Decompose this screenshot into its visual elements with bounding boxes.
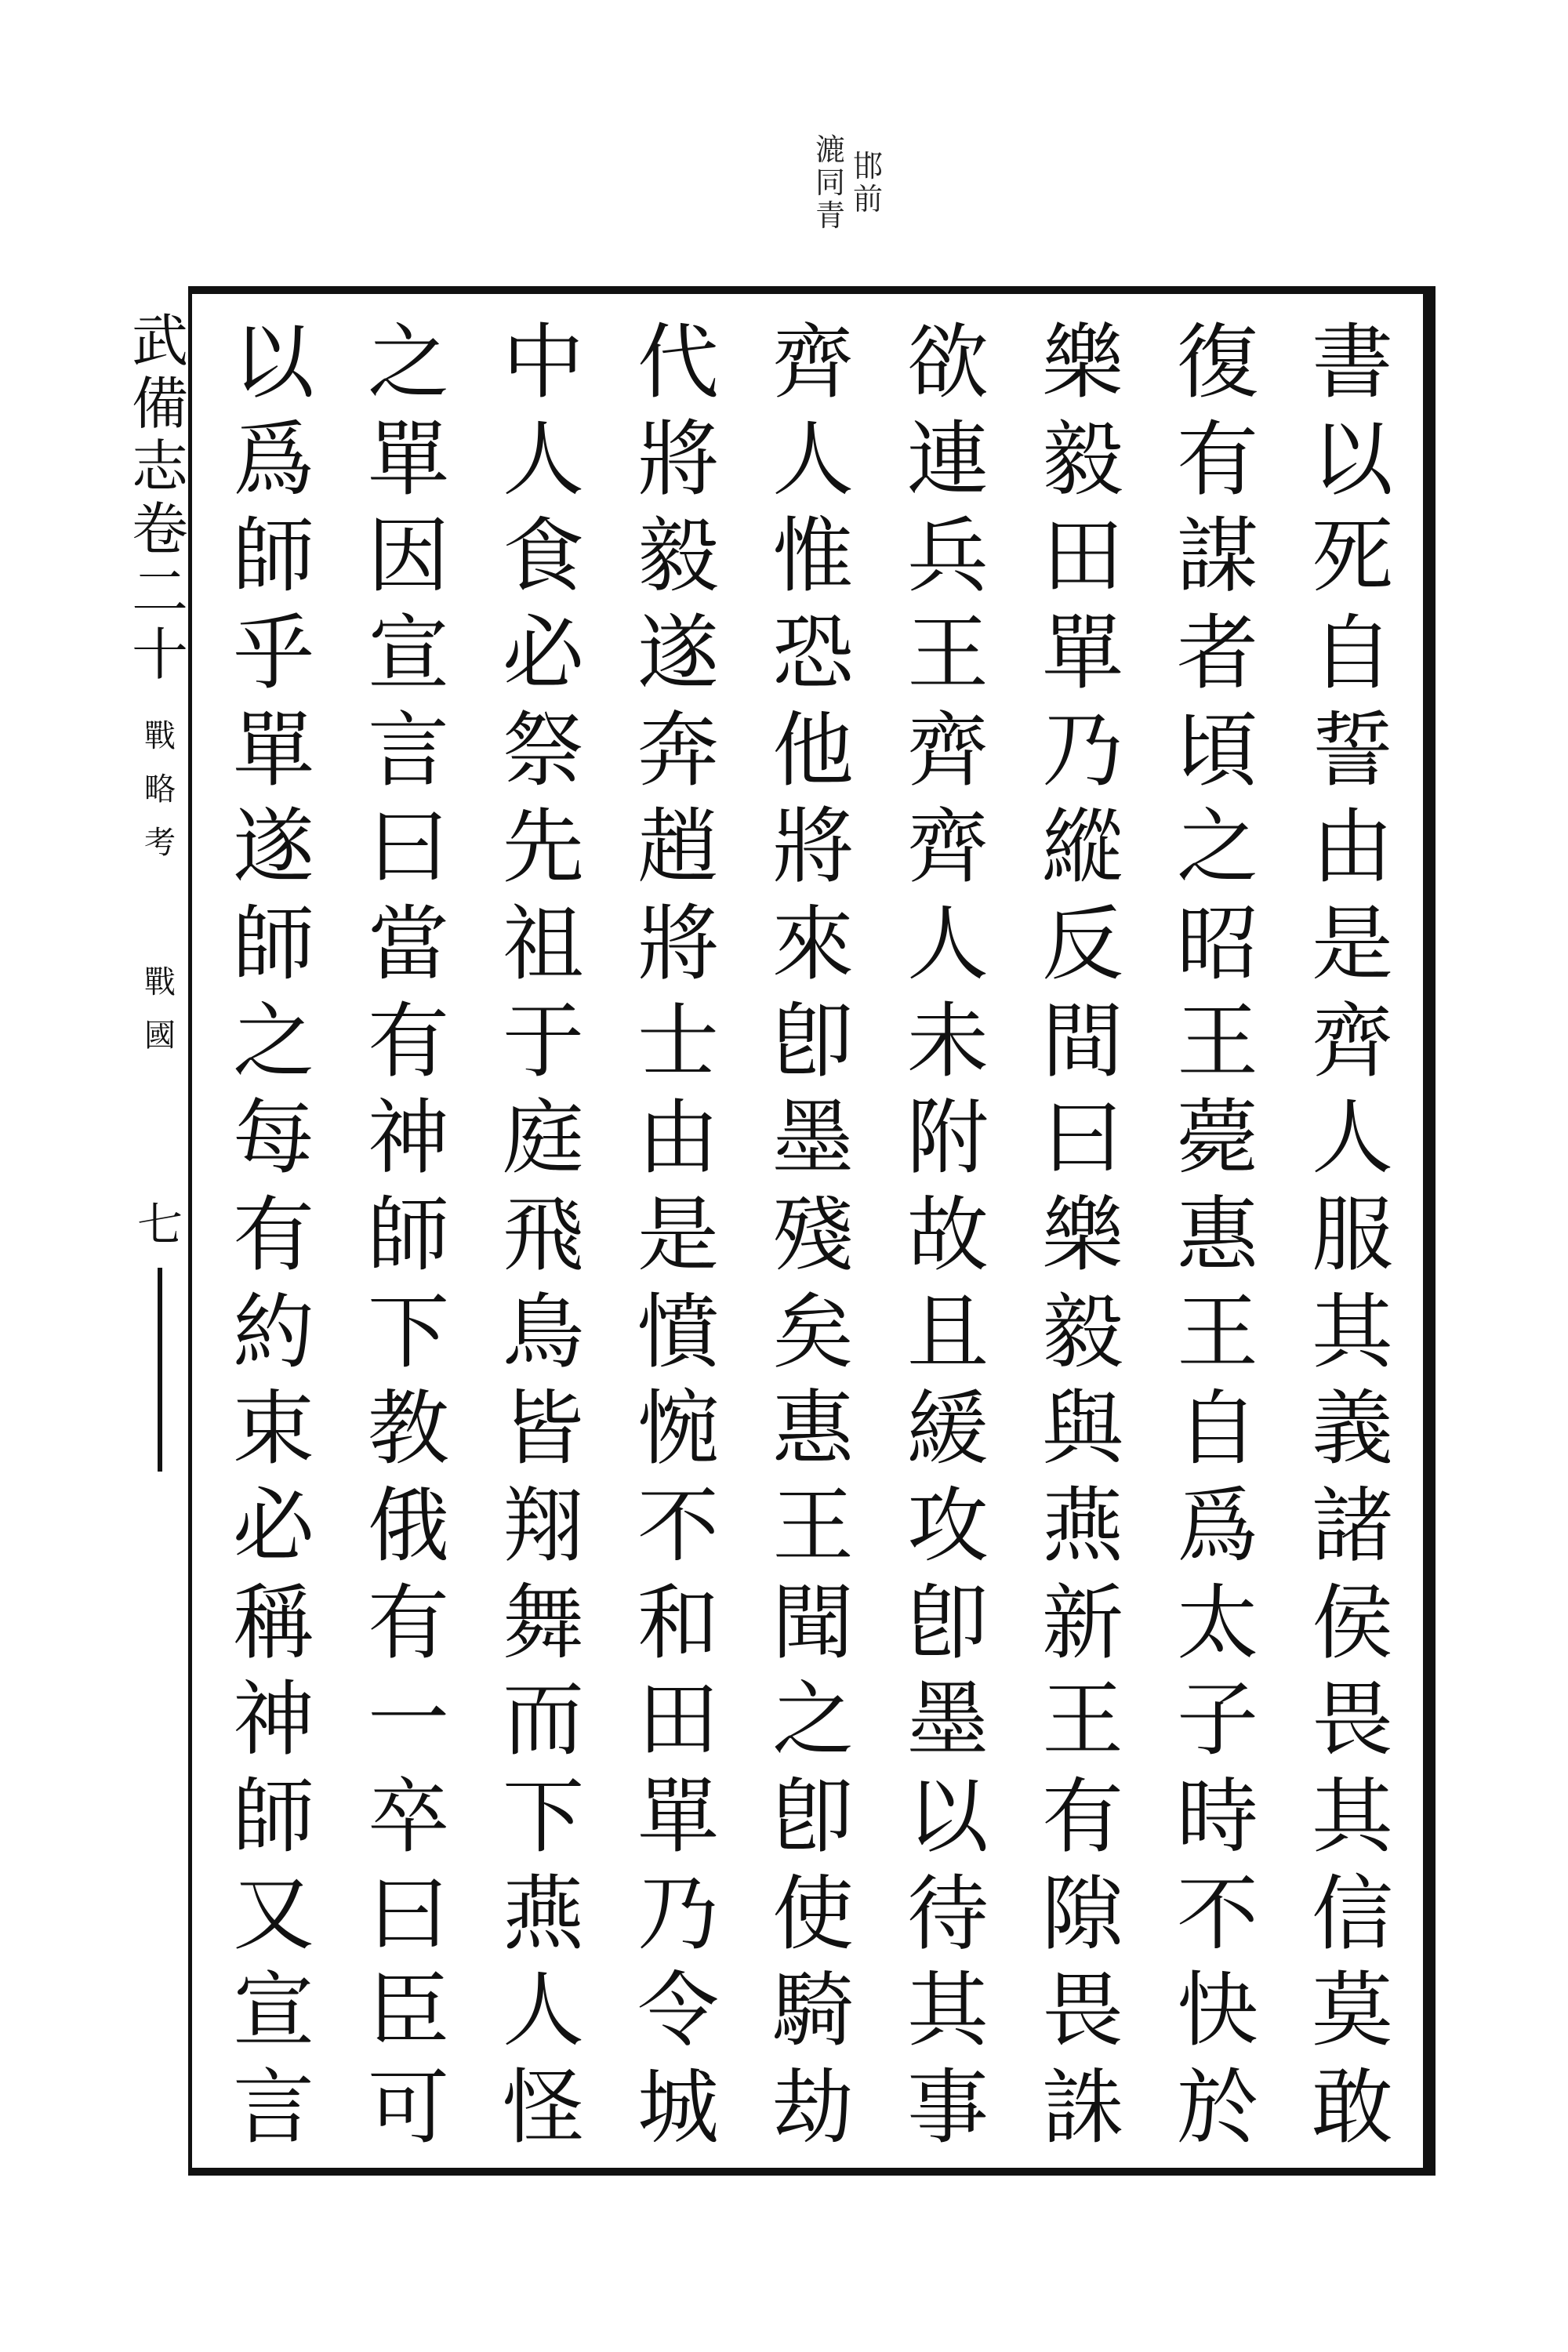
book-title <box>132 310 188 686</box>
margin-rule <box>158 1268 162 1472</box>
text-char: 下 <box>367 1283 449 1380</box>
text-char: 卽 <box>771 1768 854 1864</box>
text-char: 快 <box>1176 1962 1258 2059</box>
text-char: 神 <box>367 1090 449 1186</box>
text-column <box>889 314 1007 2155</box>
text-char: 王 <box>1041 1671 1123 1768</box>
text-char: 卒 <box>367 1768 449 1864</box>
text-char: 因 <box>367 508 449 604</box>
header-note-char: 邯 <box>853 149 884 183</box>
text-char: 之 <box>367 314 449 410</box>
text-char: 子 <box>1176 1671 1258 1768</box>
text-char: 信 <box>1311 1865 1393 1962</box>
text-char: 趙 <box>637 799 719 895</box>
text-column <box>754 314 872 2155</box>
text-char: 曰 <box>367 1865 449 1962</box>
margin-char: 備 <box>132 371 189 437</box>
text-char: 單 <box>367 411 449 507</box>
text-char: 人 <box>502 411 584 507</box>
text-char: 乎 <box>232 604 314 701</box>
text-char: 隙 <box>1041 1865 1123 1962</box>
text-char: 臣 <box>367 1962 449 2059</box>
text-char: 中 <box>502 314 584 410</box>
text-char: 反 <box>1041 895 1123 992</box>
text-char: 待 <box>906 1865 989 1962</box>
text-char: 有 <box>1041 1768 1123 1864</box>
text-char: 怪 <box>502 2059 584 2155</box>
text-char: 束 <box>232 1381 314 1477</box>
header-note-column <box>815 133 845 232</box>
text-char: 莫 <box>1311 1962 1393 2059</box>
text-char: 祭 <box>502 702 584 798</box>
text-char: 宣 <box>367 604 449 701</box>
header-note-column <box>853 150 883 216</box>
text-char: 士 <box>637 993 719 1089</box>
text-char: 死 <box>1311 508 1393 604</box>
text-column <box>619 314 737 2155</box>
text-char: 附 <box>906 1090 989 1186</box>
text-char: 樂 <box>1041 314 1123 410</box>
text-char: 時 <box>1176 1768 1258 1864</box>
text-char: 可 <box>367 2059 449 2155</box>
text-char: 有 <box>232 1186 314 1283</box>
text-char: 侯 <box>1311 1574 1393 1671</box>
text-char: 者 <box>1176 604 1258 701</box>
text-char: 翔 <box>502 1477 584 1573</box>
text-char: 騎 <box>771 1962 854 2059</box>
text-column <box>1024 314 1142 2155</box>
text-column <box>350 314 467 2155</box>
text-char: 卽 <box>906 1574 989 1671</box>
text-char: 與 <box>1041 1381 1123 1477</box>
text-char: 而 <box>502 1671 584 1768</box>
text-char: 畏 <box>1041 1962 1123 2059</box>
text-char: 必 <box>232 1477 314 1573</box>
text-char: 乃 <box>637 1865 719 1962</box>
margin-char: 卷 <box>132 496 189 562</box>
text-char: 鳥 <box>502 1283 584 1380</box>
text-char: 將 <box>637 411 719 507</box>
header-note-char: 青 <box>815 198 846 233</box>
text-char: 遂 <box>232 799 314 895</box>
text-char: 惠 <box>771 1381 854 1477</box>
text-char: 食 <box>502 508 584 604</box>
margin-column <box>132 310 188 2152</box>
text-char: 教 <box>367 1381 449 1477</box>
text-char: 書 <box>1311 314 1393 410</box>
text-char: 墨 <box>771 1090 854 1186</box>
text-char: 昭 <box>1176 895 1258 992</box>
text-column <box>215 314 332 2155</box>
text-char: 是 <box>1311 895 1393 992</box>
text-char: 齊 <box>771 314 854 410</box>
text-char: 畏 <box>1311 1671 1393 1768</box>
text-char: 緩 <box>906 1381 989 1477</box>
header-annotation <box>815 133 883 232</box>
text-char: 未 <box>906 993 989 1089</box>
text-char: 謀 <box>1176 508 1258 604</box>
text-char: 有 <box>367 1574 449 1671</box>
text-char: 爲 <box>1176 1477 1258 1573</box>
text-char: 之 <box>232 993 314 1089</box>
subsection-title <box>144 948 176 1054</box>
margin-char: 戰 <box>144 718 176 754</box>
text-char: 田 <box>637 1671 719 1768</box>
text-char: 惠 <box>1176 1186 1258 1283</box>
margin-char: 志 <box>132 434 189 499</box>
text-char: 單 <box>232 702 314 798</box>
text-char: 使 <box>771 1865 854 1962</box>
text-char: 舞 <box>502 1574 584 1671</box>
text-char: 之 <box>771 1671 854 1768</box>
text-char: 田 <box>1041 508 1123 604</box>
text-char: 其 <box>906 1962 989 2059</box>
text-char: 誓 <box>1311 702 1393 798</box>
page-number: 七 <box>136 1198 183 1251</box>
text-char: 師 <box>367 1186 449 1283</box>
text-char: 卽 <box>771 993 854 1089</box>
text-char: 祖 <box>502 895 584 992</box>
text-char: 殘 <box>771 1186 854 1283</box>
text-char: 樂 <box>1041 1186 1123 1283</box>
text-char: 聞 <box>771 1574 854 1671</box>
text-column <box>485 314 602 2155</box>
text-column <box>1294 314 1411 2155</box>
text-char: 令 <box>637 1962 719 2059</box>
text-char: 人 <box>1311 1090 1393 1186</box>
text-char: 故 <box>906 1186 989 1283</box>
text-char: 不 <box>1176 1865 1258 1962</box>
text-char: 師 <box>232 508 314 604</box>
text-char: 王 <box>1176 993 1258 1089</box>
text-char: 神 <box>232 1671 314 1768</box>
text-char: 人 <box>771 411 854 507</box>
text-char: 間 <box>1041 993 1123 1089</box>
text-char: 皆 <box>502 1381 584 1477</box>
text-column <box>1159 314 1276 2155</box>
text-char: 其 <box>1311 1283 1393 1380</box>
text-char: 誅 <box>1041 2059 1123 2155</box>
text-char: 人 <box>502 1962 584 2059</box>
text-char: 言 <box>367 702 449 798</box>
text-char: 和 <box>637 1574 719 1671</box>
text-char: 人 <box>906 895 989 992</box>
text-char: 以 <box>232 314 314 410</box>
text-char: 太 <box>1176 1574 1258 1671</box>
text-char: 先 <box>502 799 584 895</box>
text-char: 王 <box>906 604 989 701</box>
section-title <box>144 702 176 862</box>
text-char: 攻 <box>906 1477 989 1573</box>
text-char: 諸 <box>1311 1477 1393 1573</box>
text-char: 劫 <box>771 2059 854 2155</box>
text-char: 惋 <box>637 1381 719 1477</box>
text-char: 單 <box>1041 604 1123 701</box>
margin-char: 考 <box>144 825 176 861</box>
header-note-char: 同 <box>815 165 846 200</box>
margin-char: 二 <box>132 559 189 625</box>
text-char: 曰 <box>367 799 449 895</box>
text-char: 齊 <box>1311 993 1393 1089</box>
text-char: 之 <box>1176 799 1258 895</box>
margin-char: 武 <box>132 308 189 374</box>
text-char: 燕 <box>502 1865 584 1962</box>
text-char: 以 <box>1311 411 1393 507</box>
text-char: 薨 <box>1176 1090 1258 1186</box>
text-char: 王 <box>1176 1283 1258 1380</box>
text-char: 頃 <box>1176 702 1258 798</box>
text-char: 下 <box>502 1768 584 1864</box>
text-char: 必 <box>502 604 584 701</box>
text-char: 義 <box>1311 1381 1393 1477</box>
text-char: 師 <box>232 1768 314 1864</box>
text-char: 其 <box>1311 1768 1393 1864</box>
text-char: 他 <box>771 702 854 798</box>
margin-char: 國 <box>144 1018 176 1054</box>
text-char: 毅 <box>1041 411 1123 507</box>
text-char: 復 <box>1176 314 1258 410</box>
text-char: 曰 <box>1041 1090 1123 1186</box>
text-char: 奔 <box>637 702 719 798</box>
text-char: 一 <box>367 1671 449 1768</box>
text-char: 當 <box>367 895 449 992</box>
text-char: 齊 <box>906 799 989 895</box>
text-char: 飛 <box>502 1186 584 1283</box>
text-char: 是 <box>637 1186 719 1283</box>
text-char: 敢 <box>1311 2059 1393 2155</box>
text-char: 縱 <box>1041 799 1123 895</box>
margin-char: 略 <box>144 771 176 808</box>
text-char: 有 <box>367 993 449 1089</box>
text-char: 自 <box>1176 1381 1258 1477</box>
text-char: 由 <box>637 1090 719 1186</box>
text-char: 單 <box>637 1768 719 1864</box>
text-char: 乃 <box>1041 702 1123 798</box>
text-char: 齊 <box>906 702 989 798</box>
text-char: 毅 <box>637 508 719 604</box>
text-char: 惟 <box>771 508 854 604</box>
text-char: 新 <box>1041 1574 1123 1671</box>
text-char: 服 <box>1311 1186 1393 1283</box>
text-char: 庭 <box>502 1090 584 1186</box>
text-char: 來 <box>771 895 854 992</box>
text-char: 自 <box>1311 604 1393 701</box>
text-char: 言 <box>232 2059 314 2155</box>
text-char: 欲 <box>906 314 989 410</box>
text-char: 兵 <box>906 508 989 604</box>
text-char: 師 <box>232 895 314 992</box>
text-char: 恐 <box>771 604 854 701</box>
text-char: 由 <box>1311 799 1393 895</box>
text-char: 墨 <box>906 1671 989 1768</box>
text-char: 連 <box>906 411 989 507</box>
header-note-char: 漉 <box>815 132 846 167</box>
text-char: 遂 <box>637 604 719 701</box>
text-char: 代 <box>637 314 719 410</box>
text-char: 於 <box>1176 2059 1258 2155</box>
text-char: 燕 <box>1041 1477 1123 1573</box>
text-char: 憤 <box>637 1283 719 1380</box>
text-char: 不 <box>637 1477 719 1573</box>
text-char: 王 <box>771 1477 854 1573</box>
text-char: 宣 <box>232 1962 314 2059</box>
text-char: 且 <box>906 1283 989 1380</box>
text-char: 以 <box>906 1768 989 1864</box>
margin-char: 戰 <box>144 964 176 1000</box>
text-char: 又 <box>232 1865 314 1962</box>
text-char: 于 <box>502 993 584 1089</box>
text-char: 約 <box>232 1283 314 1380</box>
header-note-char: 前 <box>853 182 884 216</box>
text-char: 矣 <box>771 1283 854 1380</box>
frame-left-rule <box>188 286 192 2176</box>
text-char: 城 <box>637 2059 719 2155</box>
text-char: 將 <box>771 799 854 895</box>
text-char: 將 <box>637 895 719 992</box>
margin-char: 十 <box>132 622 189 688</box>
text-char: 毅 <box>1041 1283 1123 1380</box>
text-char: 有 <box>1176 411 1258 507</box>
text-char: 事 <box>906 2059 989 2155</box>
text-char: 爲 <box>232 411 314 507</box>
text-char: 稱 <box>232 1574 314 1671</box>
text-char: 每 <box>232 1090 314 1186</box>
text-char: 俄 <box>367 1477 449 1573</box>
